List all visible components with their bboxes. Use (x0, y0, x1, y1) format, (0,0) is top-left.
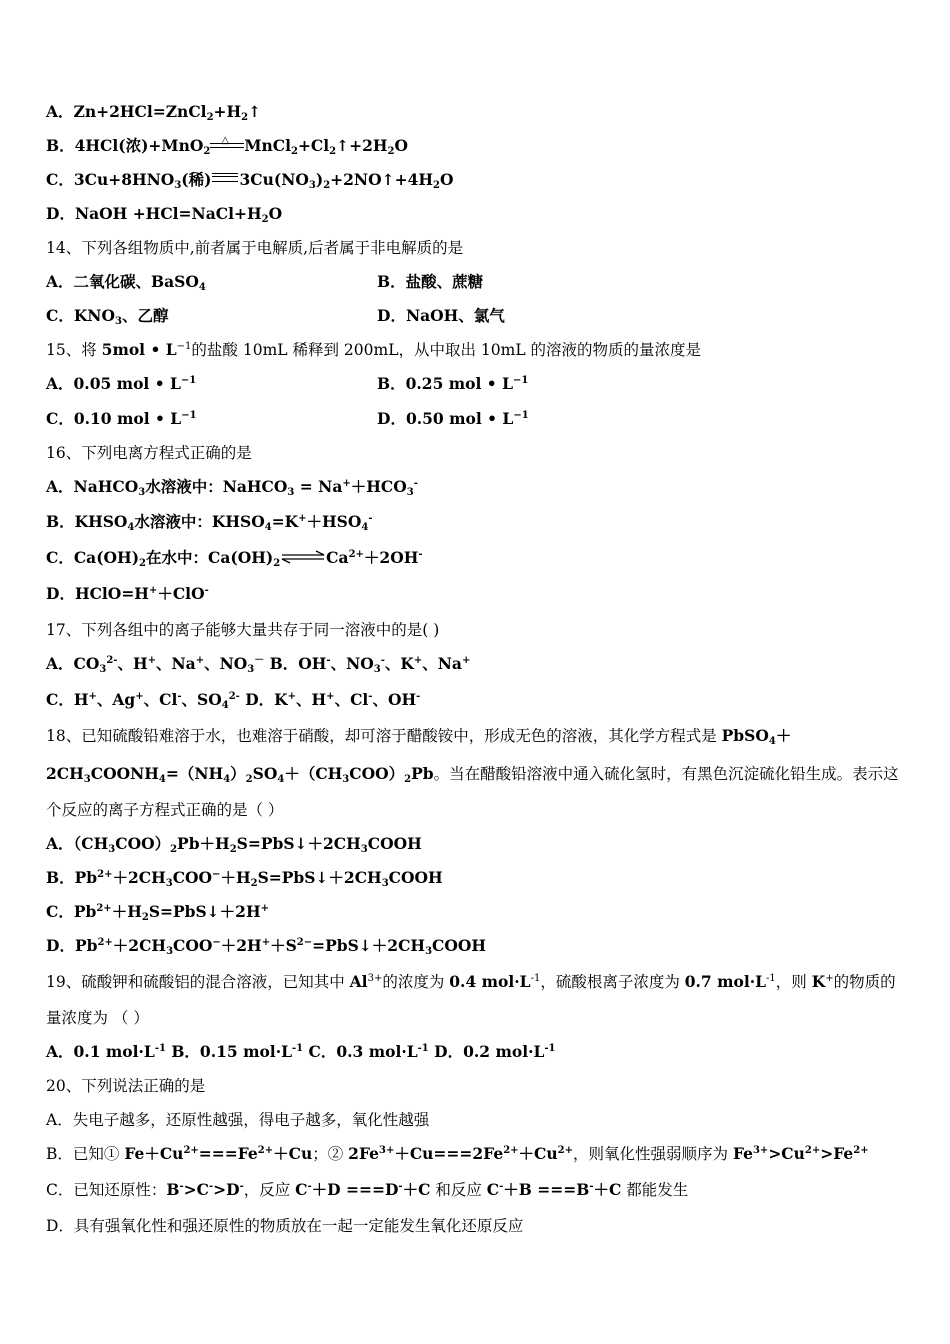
q15-option-b: B．0.25 mol • $L^{-1}$ (377, 374, 529, 393)
q20-option-a: A．失电子越多，还原性越强，得电子越多，氧化性越强 (46, 1111, 430, 1129)
q20-option-c: C．已知还原性：B->C->D-，反应 C-＋D ===D-＋C 和反应 C-＋B ===B-＋C 都能发生 (46, 1180, 689, 1199)
q13-option-a: A．$Zn+2HCl=ZnCl_2+H_2↑$ (46, 102, 262, 123)
q14-option-d: D．NaOH、氯气 (377, 306, 505, 325)
q14-option-c: C．$KNO_3$、乙醇 (46, 306, 169, 327)
q16-option-d: D．HClO=H+＋ClO- (46, 584, 209, 603)
q17-stem: 17、下列各组中的离子能够大量共存于同一溶液中的是( ) (46, 621, 440, 639)
heat-equals-sign: △ (210, 137, 244, 151)
q16-option-a: A．NaHCO$_3$水溶液中：NaHCO$_3$ = $Na^++HCO_3^-$ (46, 477, 418, 498)
q17-options-cd: C．H+、Ag+、Cl-、$SO_4^{2-}$ D．K+、H+、Cl-、OH- (46, 690, 421, 711)
reversible-arrow-icon (280, 550, 326, 564)
triple-equals-sign (212, 173, 238, 182)
q13-option-c: C．$3Cu+8HNO_3$(稀) $3Cu(NO_3)_2+2NO↑+4H_2O$ (46, 170, 454, 191)
q18-option-c: C．$Pb^{2+}+H_2S=PbS↓+2H^+$ (46, 902, 269, 923)
q16-option-c: C．$Ca(OH)_2$在水中：$Ca(OH)_2$ $Ca^{2+}+2OH^-$ (46, 548, 423, 569)
q18-stem-line1: 18、已知硫酸铅难溶于水，也难溶于硝酸，却可溶于醋酸铵中，形成无色的溶液，其化学方程式是 PbSO$_4$＋ (46, 726, 792, 747)
q15-stem: 15、将 5mol • $L^{-1}$的盐酸 10mL 稀释到 200mL，从中取出 10mL 的溶液的物质的量浓度是 (46, 340, 702, 359)
q16-stem: 16、下列电离方程式正确的是 (46, 444, 252, 462)
q18-option-d: D．$Pb^{2+}+2CH_3COO^-+2H^++S^{2-}=PbS↓+2CH_3COOH$ (46, 936, 487, 957)
q16-option-b: B．$KHSO_4$水溶液中：$KHSO_4=K^++HSO_4^-$ (46, 512, 373, 533)
q15-option-c: C．0.10 mol • $L^{-1}$ (46, 409, 197, 428)
q14-option-a: A．二氧化碳、BaSO$_4$ (46, 272, 206, 293)
q13-option-b: B．4HCl(浓)+MnO$_2$ △ $MnCl_2+Cl_2↑+2H_2O$ (46, 135, 409, 157)
q20-stem: 20、下列说法正确的是 (46, 1077, 206, 1095)
q20-option-b: B．已知① $Fe+Cu^{2+}===Fe^{2+}+Cu$；② $2Fe^{3+}+Cu===2Fe^{2+}+Cu^{2+}$，则氧化性强弱顺序为 $Fe^{3+}>Cu^{2+}>Fe^{2+}$ (46, 1144, 869, 1163)
q19-stem-line1: 19、硫酸钾和硫酸铝的混合溶液，已知其中 $Al^{3+}$的浓度为 0.4 $mol\cdot L^{-1}$，硫酸根离子浓度为 0.7 $mol\cdot L^{-1}$，则 K+的物质的 (46, 972, 896, 991)
q19-stem-line2: 量浓度为 （ ） (46, 1009, 149, 1027)
q20-option-d: D．具有强氧化性和强还原性的物质放在一起一定能发生氧化还原反应 (46, 1217, 524, 1235)
q13-option-d: D．NaOH $+HCl=NaCl+H_2O$ (46, 204, 283, 225)
q14-option-b: B．盐酸、蔗糖 (377, 272, 484, 291)
q18-option-a: A．$(CH_3COO)_2Pb+H_2S=PbS↓+2CH_3COOH$ (46, 834, 422, 855)
q15-option-d: D．0.50 mol • $L^{-1}$ (377, 409, 529, 428)
q15-option-a: A．0.05 mol • $L^{-1}$ (46, 374, 197, 393)
q18-option-b: B．$Pb^{2+}+2CH_3COO^-+H_2S=PbS↓+2CH_3COOH$ (46, 868, 443, 889)
q18-stem-line3: 个反应的离子方程式正确的是（ ） (46, 801, 284, 819)
q18-stem-line2: $2CH_3COONH_4=(NH_4)_2SO_4+(CH_3COO)_2Pb$。当在醋酸铅溶液中通入硫化氢时，有黑色沉淀硫化铅生成。表示这 (46, 764, 899, 785)
q14-stem: 14、下列各组物质中,前者属于电解质,后者属于非电解质的是 (46, 239, 464, 257)
q17-options-ab: A．$CO_3^{2-}$、H+、Na+、$NO_3^-$ B．OH-、$NO_3^-$、K+、Na+ (46, 654, 471, 675)
q19-options: A．0.1 $mol\cdot L^{-1}$ B．0.15 $mol\cdot L^{-1}$ C．0.3 $mol\cdot L^{-1}$ D．0.2 $mol\cdot L^{-1}$ (46, 1042, 556, 1061)
